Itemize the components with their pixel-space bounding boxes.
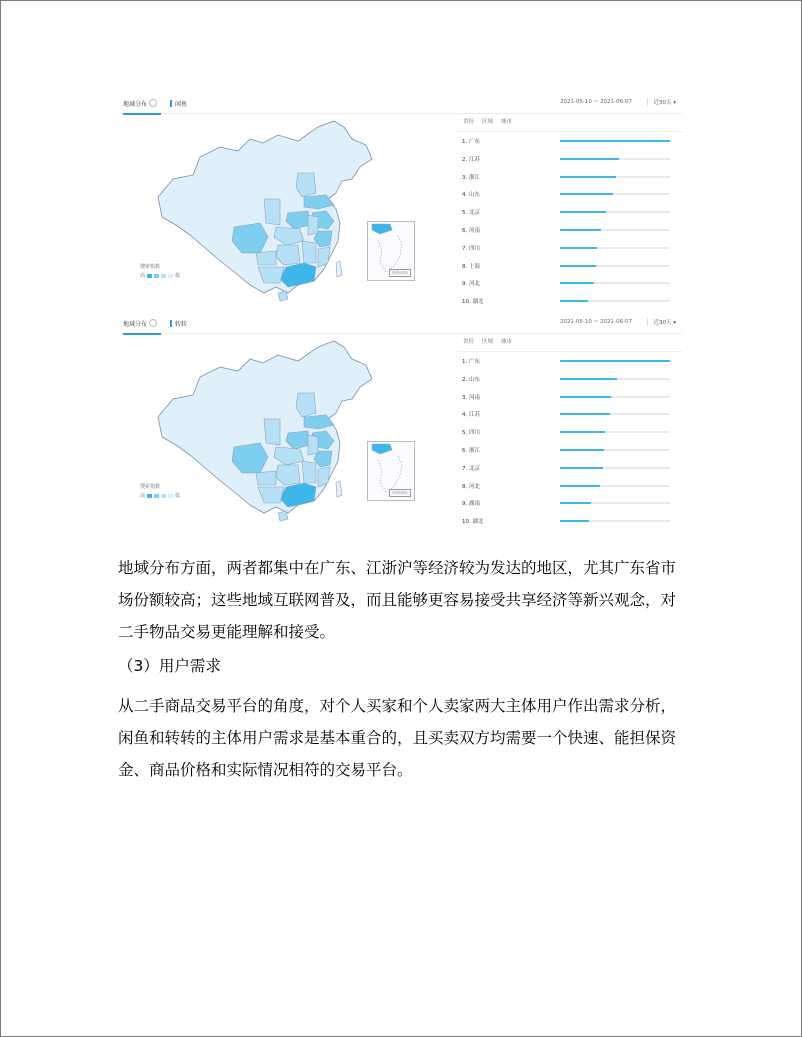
fujian-region[interactable] <box>318 467 330 487</box>
paragraph-region-summary: 地域分布方面，两者都集中在广东、江浙沪等经济较为发达的地区，尤其广东省市场份额较高；这些地域互联网普及，而且能够更容易接受共享经济等新兴观念，对二手物品交易更能理解和接受。 <box>118 559 677 641</box>
region-ranking <box>457 117 682 313</box>
inset-dash-line <box>378 460 386 492</box>
inset-coast <box>372 224 392 234</box>
rank-bar-track <box>560 502 670 504</box>
rank-bar-track <box>560 300 670 302</box>
guizhou-region[interactable] <box>256 471 276 485</box>
legend-swatch <box>161 274 166 278</box>
tab-app-marker-icon <box>170 320 172 327</box>
rank-bar-track <box>560 431 670 433</box>
rank-bar-track <box>560 396 670 398</box>
rank-tab[interactable]: 省份 <box>463 119 475 125</box>
rank-bar <box>560 176 616 178</box>
map-legend <box>140 263 180 279</box>
rank-label: 2. 江苏 <box>462 156 480 163</box>
rank-bar <box>560 300 588 302</box>
chevron-down-icon: ▾ <box>673 100 676 106</box>
rank-bar <box>560 502 591 504</box>
rank-bar <box>560 485 600 487</box>
period-dropdown[interactable] <box>647 318 676 326</box>
rank-label: 5. 四川 <box>462 430 480 437</box>
legend-swatch <box>168 494 173 498</box>
jiangxi-region[interactable] <box>302 461 316 483</box>
hainan-region[interactable] <box>278 291 288 301</box>
rank-row <box>457 132 682 150</box>
south-china-sea-inset <box>367 221 415 281</box>
rank-row <box>457 185 682 203</box>
region-panel-zhuanzhuan <box>120 315 682 533</box>
tab-region-label: 地域分布 <box>123 101 148 108</box>
rank-bar <box>560 229 601 231</box>
tab-app-marker-icon <box>170 100 172 107</box>
inset-dash-line <box>388 236 402 272</box>
rank-bar <box>560 193 613 195</box>
rank-bar <box>560 378 617 380</box>
region-panel-xianyu <box>120 95 682 313</box>
rank-row <box>457 388 682 406</box>
rank-label: 10. 湖北 <box>462 299 484 306</box>
rank-bar-track <box>560 158 670 160</box>
legend-title: 搜索指数 <box>140 484 161 490</box>
anhui-region[interactable] <box>308 435 318 455</box>
rank-bar-track <box>560 467 670 469</box>
rank-bar <box>560 396 611 398</box>
rank-bar <box>560 449 604 451</box>
rank-tab[interactable]: 省份 <box>463 339 475 345</box>
rank-row <box>457 352 682 370</box>
rank-label: 9. 河北 <box>462 281 480 288</box>
rank-tab[interactable]: 城市 <box>501 119 513 125</box>
shaanxi-region[interactable] <box>264 199 280 225</box>
tab-region-distribution[interactable] <box>123 319 161 335</box>
rank-label: 7. 四川 <box>462 245 480 252</box>
rank-label: 6. 浙江 <box>462 447 480 454</box>
rank-bar-track <box>560 282 670 284</box>
date-range: 2021-05-10 ~ 2021-06-07 <box>559 99 632 105</box>
rank-bar-track <box>560 520 670 522</box>
rank-bar <box>560 265 596 267</box>
rank-bar-track <box>560 360 670 362</box>
rank-label: 10. 湖北 <box>462 519 484 526</box>
inset-label: 南海诸岛 <box>389 269 411 277</box>
rank-bar-track <box>560 378 670 380</box>
rank-tab[interactable]: 区域 <box>482 119 494 125</box>
rank-bar <box>560 520 589 522</box>
tab-app-label: 转转 <box>175 321 188 328</box>
rank-bar <box>560 431 605 433</box>
south-china-sea-inset <box>367 441 415 501</box>
rank-bar-track <box>560 140 670 142</box>
legend-swatch <box>154 494 159 498</box>
rank-bar <box>560 282 594 284</box>
region-ranking <box>457 337 682 533</box>
legend-swatch <box>147 494 152 498</box>
legend-swatch <box>168 274 173 278</box>
tab-app-label: 闲鱼 <box>175 101 188 108</box>
section-heading-user-demand: （3）用户需求 <box>118 657 221 675</box>
rank-bar-track <box>560 413 670 415</box>
panel-header <box>120 315 682 334</box>
rank-bar-track <box>560 229 670 231</box>
rank-row <box>457 477 682 495</box>
inset-label: 南海诸岛 <box>389 489 411 497</box>
rank-row <box>457 405 682 423</box>
rank-tabs <box>457 117 682 132</box>
legend-swatch <box>147 274 152 278</box>
rank-bar <box>560 467 603 469</box>
tab-region-label: 地域分布 <box>123 321 148 328</box>
rank-label: 2. 山东 <box>462 376 480 383</box>
help-circle-icon[interactable] <box>149 99 157 107</box>
tab-app[interactable] <box>170 319 187 328</box>
rank-bar-track <box>560 265 670 267</box>
rank-row <box>457 370 682 388</box>
legend-low-label: 低 <box>175 273 181 279</box>
rank-bar-track <box>560 211 670 213</box>
rank-label: 3. 河南 <box>462 394 480 401</box>
jiangxi-region[interactable] <box>302 241 316 263</box>
date-range: 2021-05-10 ~ 2021-06-07 <box>559 319 632 325</box>
anhui-region[interactable] <box>308 215 318 235</box>
rank-bar <box>560 360 670 362</box>
rank-label: 9. 湖南 <box>462 501 480 508</box>
tab-app[interactable] <box>170 99 187 108</box>
rank-label: 4. 江苏 <box>462 412 480 419</box>
legend-low-label: 低 <box>175 493 181 499</box>
rank-label: 4. 山东 <box>462 192 480 199</box>
rank-label: 5. 北京 <box>462 210 480 217</box>
rank-bar-track <box>560 193 670 195</box>
rank-row <box>457 292 682 310</box>
legend-swatch <box>161 494 166 498</box>
rank-label: 8. 河北 <box>462 483 480 490</box>
tab-region-distribution[interactable] <box>123 99 161 115</box>
rank-bar <box>560 211 606 213</box>
period-dropdown[interactable] <box>647 98 676 106</box>
rank-row <box>457 168 682 186</box>
rank-label: 1. 广东 <box>462 139 480 145</box>
period-label: 近30天 <box>653 320 672 326</box>
inset-coast <box>372 444 392 454</box>
chevron-down-icon: ▾ <box>673 320 676 326</box>
rank-bar <box>560 413 610 415</box>
shaanxi-region[interactable] <box>264 419 280 445</box>
rank-tab[interactable]: 城市 <box>501 339 513 345</box>
guizhou-region[interactable] <box>256 251 276 265</box>
rank-row <box>457 512 682 530</box>
rank-row <box>457 494 682 512</box>
map-legend <box>140 483 180 499</box>
rank-label: 7. 北京 <box>462 465 480 472</box>
taiwan-region[interactable] <box>336 481 342 497</box>
panel-header <box>120 95 682 114</box>
rank-row <box>457 441 682 459</box>
period-label: 近30天 <box>653 100 672 106</box>
rank-row <box>457 459 682 477</box>
rank-row <box>457 203 682 221</box>
rank-bar-track <box>560 449 670 451</box>
rank-label: 6. 河南 <box>462 227 480 234</box>
rank-bar <box>560 158 619 160</box>
inset-dash-line <box>378 240 386 272</box>
rank-bar-track <box>560 247 670 249</box>
rank-label: 1. 广东 <box>462 359 480 365</box>
rank-row <box>457 239 682 257</box>
hainan-region[interactable] <box>278 511 288 521</box>
help-circle-icon[interactable] <box>149 319 157 327</box>
legend-high-label: 高 <box>140 493 146 499</box>
rank-bar-track <box>560 176 670 178</box>
fujian-region[interactable] <box>318 247 330 267</box>
paragraph-user-demand: 从二手商品交易平台的角度，对个人买家和个人卖家两大主体用户作出需求分析，闲鱼和转转的主体用户需求是基本重合的，且买卖双方均需要一个快速、能担保资金、商品价格和实际情况相符的交易平台。 <box>118 697 677 779</box>
rank-row <box>457 257 682 275</box>
legend-title: 搜索指数 <box>140 264 161 270</box>
legend-swatch <box>154 274 159 278</box>
legend-high-label: 高 <box>140 273 146 279</box>
rank-bar <box>560 247 597 249</box>
rank-label: 3. 浙江 <box>462 174 480 181</box>
rank-bar-track <box>560 485 670 487</box>
rank-bar <box>560 140 670 142</box>
rank-tab[interactable]: 区域 <box>482 339 494 345</box>
rank-row <box>457 150 682 168</box>
taiwan-region[interactable] <box>336 261 342 277</box>
rank-tabs <box>457 337 682 352</box>
rank-row <box>457 423 682 441</box>
rank-row <box>457 221 682 239</box>
inset-dash-line <box>388 456 402 492</box>
rank-row <box>457 274 682 292</box>
rank-label: 8. 上海 <box>462 263 480 270</box>
